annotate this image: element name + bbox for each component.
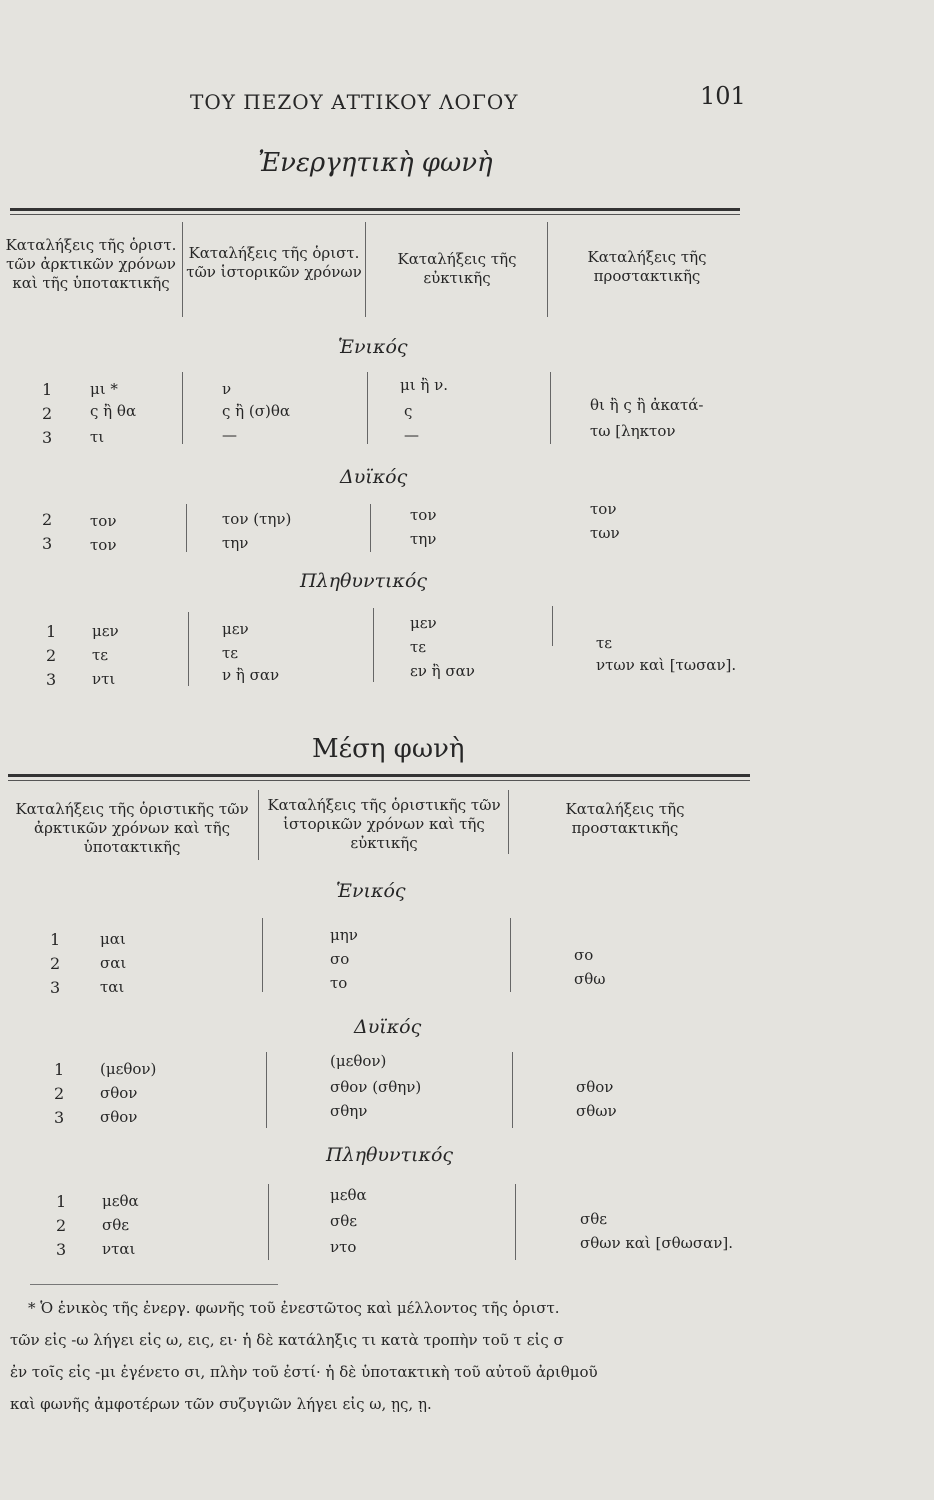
cell-imperative: τω [ληκτον [590,422,676,440]
cell-primary: τε [92,646,109,664]
cell-imperative: σθω [574,970,606,988]
cell-primary: μαι [100,930,126,948]
active-plural-label: Πληθυντικός [300,570,428,592]
cell-primary: σθον [100,1084,138,1102]
cell-optative: μεν [410,614,437,632]
cell-imperative: θι ἢ ς ἢ ἀκατά- [590,396,704,414]
cell-imperative: ντων καὶ [τωσαν]. [596,656,737,674]
cell-historic: ν [222,380,232,398]
cell-optative: εν ἢ σαν [410,662,475,680]
middle-header-col2: Καταλήξεις τῆς ὁριστικῆς τῶν ἱστορικῶν χρόνων καὶ τῆς εὐκτικῆς [267,796,501,852]
active-header-col4: Καταλήξεις τῆς προστακτικῆς [587,248,707,285]
cell-imperative: σθων [576,1102,617,1120]
cell-historic: (μεθον) [330,1052,387,1070]
row-number: 1 [54,1060,65,1079]
middle-plural-label: Πληθυντικός [326,1144,454,1166]
cell-historic: σο [330,950,350,968]
row-number: 2 [50,954,61,973]
active-header-divider-3 [547,222,548,317]
active-header-col2: Καταλήξεις τῆς ὁριστ. τῶν ἱστορικῶν χρόνων [186,244,362,281]
active-plural-divider-1 [188,612,189,686]
cell-historic: τον (την) [222,510,292,528]
row-number: 2 [46,646,57,665]
page-number: 101 [700,82,746,110]
middle-header-divider-1 [258,790,259,860]
active-header-col1: Καταλήξεις τῆς ὁριστ. τῶν ἀρκτικῶν χρόνων καὶ τῆς ὑποτακτικῆς [5,236,177,292]
cell-primary: μι * [90,380,118,398]
cell-optative: τον [410,506,437,524]
cell-imperative: των [590,524,620,542]
footnote-line-2: τῶν εἰς -ω λήγει εἰς ω, εις, ει· ἡ δὲ κατάληξις τι κατὰ τροπὴν τοῦ τ εἰς σ [10,1331,564,1349]
cell-primary: τον [90,512,117,530]
cell-optative: τε [410,638,427,656]
middle-header-col1: Καταλήξεις τῆς ὁριστικῆς τῶν ἀρκτικῶν χρόνων καὶ τῆς ὑποτακτικῆς [15,800,249,856]
cell-historic: — [222,426,237,444]
active-top-rule [10,208,740,211]
middle-singular-divider-1 [262,918,263,992]
cell-imperative: σθε [580,1210,608,1228]
middle-singular-label: Ἑνικός [336,880,406,902]
footnote-line-3: ἐν τοῖς εἰς -μι ἐγένετο σι, πλὴν τοῦ ἐστί· ἡ δὲ ὑποτακτικὴ τοῦ αὐτοῦ ἀριθμοῦ [10,1363,598,1381]
active-dual-label: Δυϊκός [340,466,408,488]
cell-historic: σθην [330,1102,368,1120]
cell-historic: ς ἢ (σ)θα [222,402,291,420]
row-number: 2 [56,1216,67,1235]
middle-top-rule [8,774,750,777]
cell-optative: μι ἢ ν. [400,376,449,394]
row-number: 2 [42,510,53,529]
cell-primary: σθον [100,1108,138,1126]
cell-primary: (μεθον) [100,1060,157,1078]
cell-historic: μεθα [330,1186,367,1204]
row-number: 3 [54,1108,65,1127]
active-singular-divider-3 [550,372,551,444]
active-singular-divider-2 [367,372,368,444]
cell-historic: τε [222,644,239,662]
middle-header-divider-2 [508,790,509,854]
middle-dual-divider-2 [512,1052,513,1128]
cell-optative: ς [404,402,413,420]
cell-imperative: σο [574,946,594,964]
row-number: 1 [42,380,53,399]
row-number: 3 [56,1240,67,1259]
row-number: 3 [42,428,53,447]
cell-historic: σθον (σθην) [330,1078,422,1096]
cell-primary: μεθα [102,1192,139,1210]
active-singular-divider-1 [182,372,183,444]
cell-primary: μεν [92,622,119,640]
row-number: 3 [46,670,57,689]
cell-imperative: τον [590,500,617,518]
cell-primary: νται [102,1240,136,1258]
active-voice-title: Ἐνεργητικὴ φωνὴ [258,148,493,178]
row-number: 1 [46,622,57,641]
cell-primary: ντι [92,670,116,688]
cell-optative: την [410,530,437,548]
cell-historic: το [330,974,348,992]
cell-imperative: σθον [576,1078,614,1096]
cell-imperative: σθων καὶ [σθωσαν]. [580,1234,734,1252]
row-number: 3 [42,534,53,553]
cell-primary: ς ἢ θα [90,402,137,420]
footnote-line-1: * Ὁ ἑνικὸς τῆς ἐνεργ. φωνῆς τοῦ ἐνεστῶτος καὶ μέλλοντος τῆς ὁριστ. [28,1299,560,1317]
middle-header-col3: Καταλήξεις τῆς προστακτικῆς [565,800,685,837]
middle-top-rule-thin [8,780,750,781]
active-top-rule-thin [10,214,740,215]
active-dual-divider-1 [186,504,187,552]
active-plural-divider-3 [552,606,553,646]
row-number: 2 [42,404,53,423]
cell-historic: την [222,534,249,552]
middle-dual-divider-1 [266,1052,267,1128]
active-plural-divider-2 [373,608,374,682]
footnote-line-4: καὶ φωνῆς ἀμφοτέρων τῶν συζυγιῶν λήγει εἰς ω, ῃς, ῃ. [10,1395,432,1413]
cell-optative: — [404,426,419,444]
middle-plural-divider-2 [515,1184,516,1260]
row-number: 2 [54,1084,65,1103]
middle-plural-divider-1 [268,1184,269,1260]
row-number: 1 [50,930,61,949]
cell-primary: σαι [100,954,127,972]
cell-primary: ται [100,978,125,996]
cell-primary: σθε [102,1216,130,1234]
active-header-divider-1 [182,222,183,317]
middle-dual-label: Δυϊκός [354,1016,422,1038]
cell-historic: μεν [222,620,249,638]
running-head: ΤΟΥ ΠΕΖΟΥ ΑΤΤΙΚΟΥ ΛΟΓΟΥ [190,90,519,114]
active-header-col3: Καταλήξεις τῆς εὐκτικῆς [397,250,517,287]
middle-singular-divider-2 [510,918,511,992]
cell-imperative: τε [596,634,613,652]
active-dual-divider-2 [370,504,371,552]
active-singular-label: Ἑνικός [338,336,408,358]
active-header-divider-2 [365,222,366,317]
cell-primary: τον [90,536,117,554]
cell-primary: τι [90,428,105,446]
row-number: 1 [56,1192,67,1211]
cell-historic: μην [330,926,358,944]
middle-voice-title: Μέση φωνὴ [312,734,465,764]
cell-historic: ντο [330,1238,357,1256]
footnote-rule [30,1284,278,1285]
cell-historic: σθε [330,1212,358,1230]
row-number: 3 [50,978,61,997]
cell-historic: ν ἢ σαν [222,666,280,684]
